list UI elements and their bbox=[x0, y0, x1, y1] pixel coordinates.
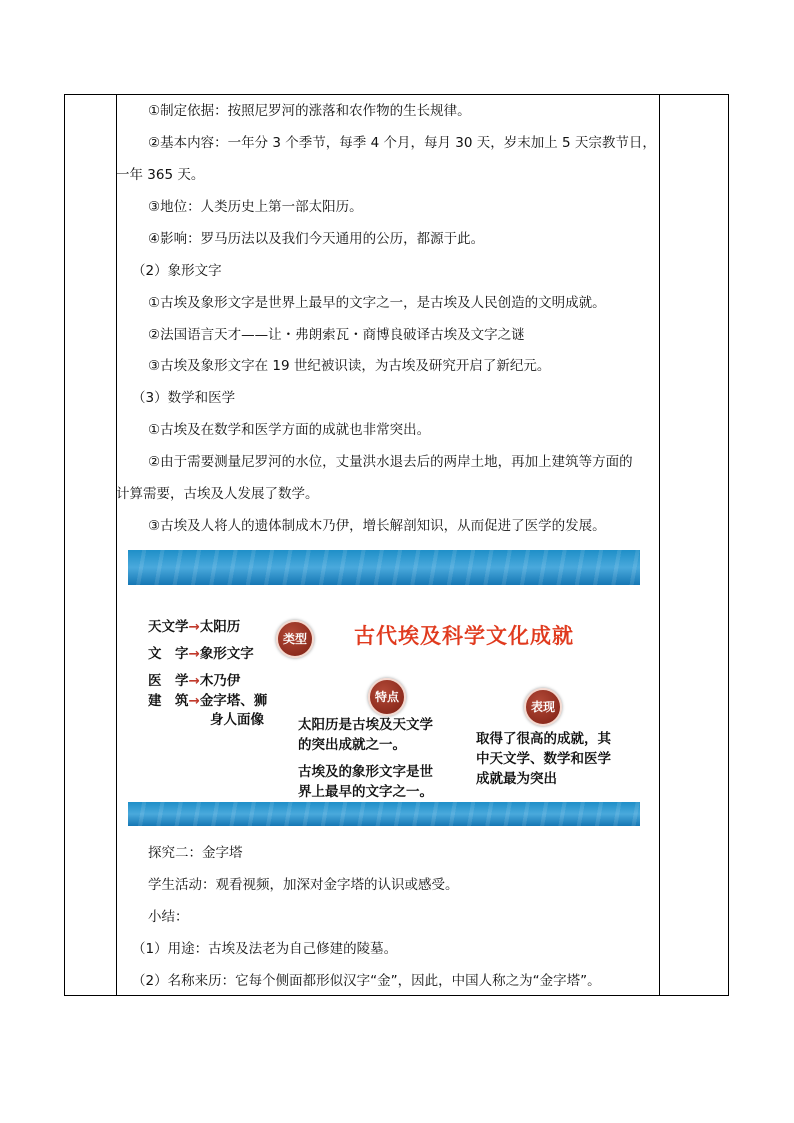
type-row bbox=[148, 691, 267, 711]
arrow-icon: → bbox=[188, 693, 200, 709]
paragraph: ①古埃及象形文字是世界上最早的文字之一，是古埃及人民创造的文明成就。 bbox=[148, 295, 606, 311]
arrow-icon: → bbox=[188, 673, 200, 689]
slide-bottom-band bbox=[128, 802, 640, 826]
paragraph: ①制定依据：按照尼罗河的涨落和农作物的生长规律。 bbox=[148, 103, 471, 119]
paragraph: ③古埃及人将人的遗体制成木乃伊，增长解剖知识，从而促进了医学的发展。 bbox=[148, 518, 606, 534]
type-row-continuation: 身人面像 bbox=[210, 712, 264, 728]
type-row bbox=[148, 644, 254, 664]
table-content-cell bbox=[116, 94, 656, 996]
type-field: 医 学 bbox=[148, 673, 189, 689]
section-heading: 探究二：金字塔 bbox=[148, 845, 243, 861]
show-line: 取得了很高的成就，其 bbox=[476, 731, 611, 747]
paragraph: ②由于需要测量尼罗河的水位，丈量洪水退去后的两岸土地，再加上建筑等方面的 bbox=[148, 454, 633, 470]
arrow-icon: → bbox=[188, 646, 200, 662]
badge-feature: 特点 bbox=[368, 678, 406, 716]
paragraph: 一年 365 天。 bbox=[116, 167, 205, 183]
type-result: 金字塔、狮 bbox=[199, 693, 268, 709]
paragraph: （1）用途：古埃及法老为自己修建的陵墓。 bbox=[132, 941, 398, 957]
table-column-divider-right bbox=[659, 95, 660, 995]
arrow-icon: → bbox=[188, 619, 200, 635]
type-field: 文 字 bbox=[148, 646, 189, 662]
paragraph: ①古埃及在数学和医学方面的成就也非常突出。 bbox=[148, 422, 431, 438]
badge-show: 表现 bbox=[524, 688, 562, 726]
section-heading: （2）象形文字 bbox=[132, 263, 222, 279]
feature-line: 太阳历是古埃及天文学 bbox=[298, 717, 433, 733]
feature-line: 的突出成就之一。 bbox=[298, 737, 406, 753]
paragraph: ②法国语言天才——让・弗朗索瓦・商博良破译古埃及文字之谜 bbox=[148, 327, 525, 343]
feature-line: 古埃及的象形文字是世 bbox=[298, 764, 433, 780]
paragraph: ②基本内容：一年分 3 个季节，每季 4 个月，每月 30 天，岁末加上 5 天宗教节日， bbox=[148, 135, 656, 151]
paragraph: ③地位：人类历史上第一部太阳历。 bbox=[148, 199, 363, 215]
show-line: 成就最为突出 bbox=[476, 771, 557, 787]
type-row bbox=[148, 671, 240, 691]
paragraph: ③古埃及象形文字在 19 世纪被识读，为古埃及研究开启了新纪元。 bbox=[148, 358, 551, 374]
type-field: 天文学 bbox=[148, 619, 189, 635]
type-result: 象形文字 bbox=[199, 646, 254, 662]
type-result: 太阳历 bbox=[199, 619, 241, 635]
paragraph: （2）名称来历：它每个侧面都形似汉字“金”，因此，中国人称之为“金字塔”。 bbox=[132, 973, 601, 989]
slide-top-band bbox=[128, 550, 640, 585]
type-field: 建 筑 bbox=[148, 693, 189, 709]
show-line: 中天文学、数学和医学 bbox=[476, 751, 611, 767]
type-row bbox=[148, 617, 240, 637]
badge-type: 类型 bbox=[276, 620, 314, 658]
paragraph: ④影响：罗马历法以及我们今天通用的公历，都源于此。 bbox=[148, 231, 485, 247]
section-heading: （3）数学和医学 bbox=[132, 390, 236, 406]
feature-line: 界上最早的文字之一。 bbox=[298, 784, 433, 800]
type-result: 木乃伊 bbox=[199, 673, 241, 689]
paragraph: 小结： bbox=[148, 909, 189, 925]
paragraph: 学生活动：观看视频，加深对金字塔的认识或感受。 bbox=[148, 877, 459, 893]
embedded-slide-image bbox=[128, 550, 640, 826]
slide-title: 古代埃及科学文化成就 bbox=[354, 624, 574, 648]
paragraph: 计算需要，古埃及人发展了数学。 bbox=[116, 486, 319, 502]
